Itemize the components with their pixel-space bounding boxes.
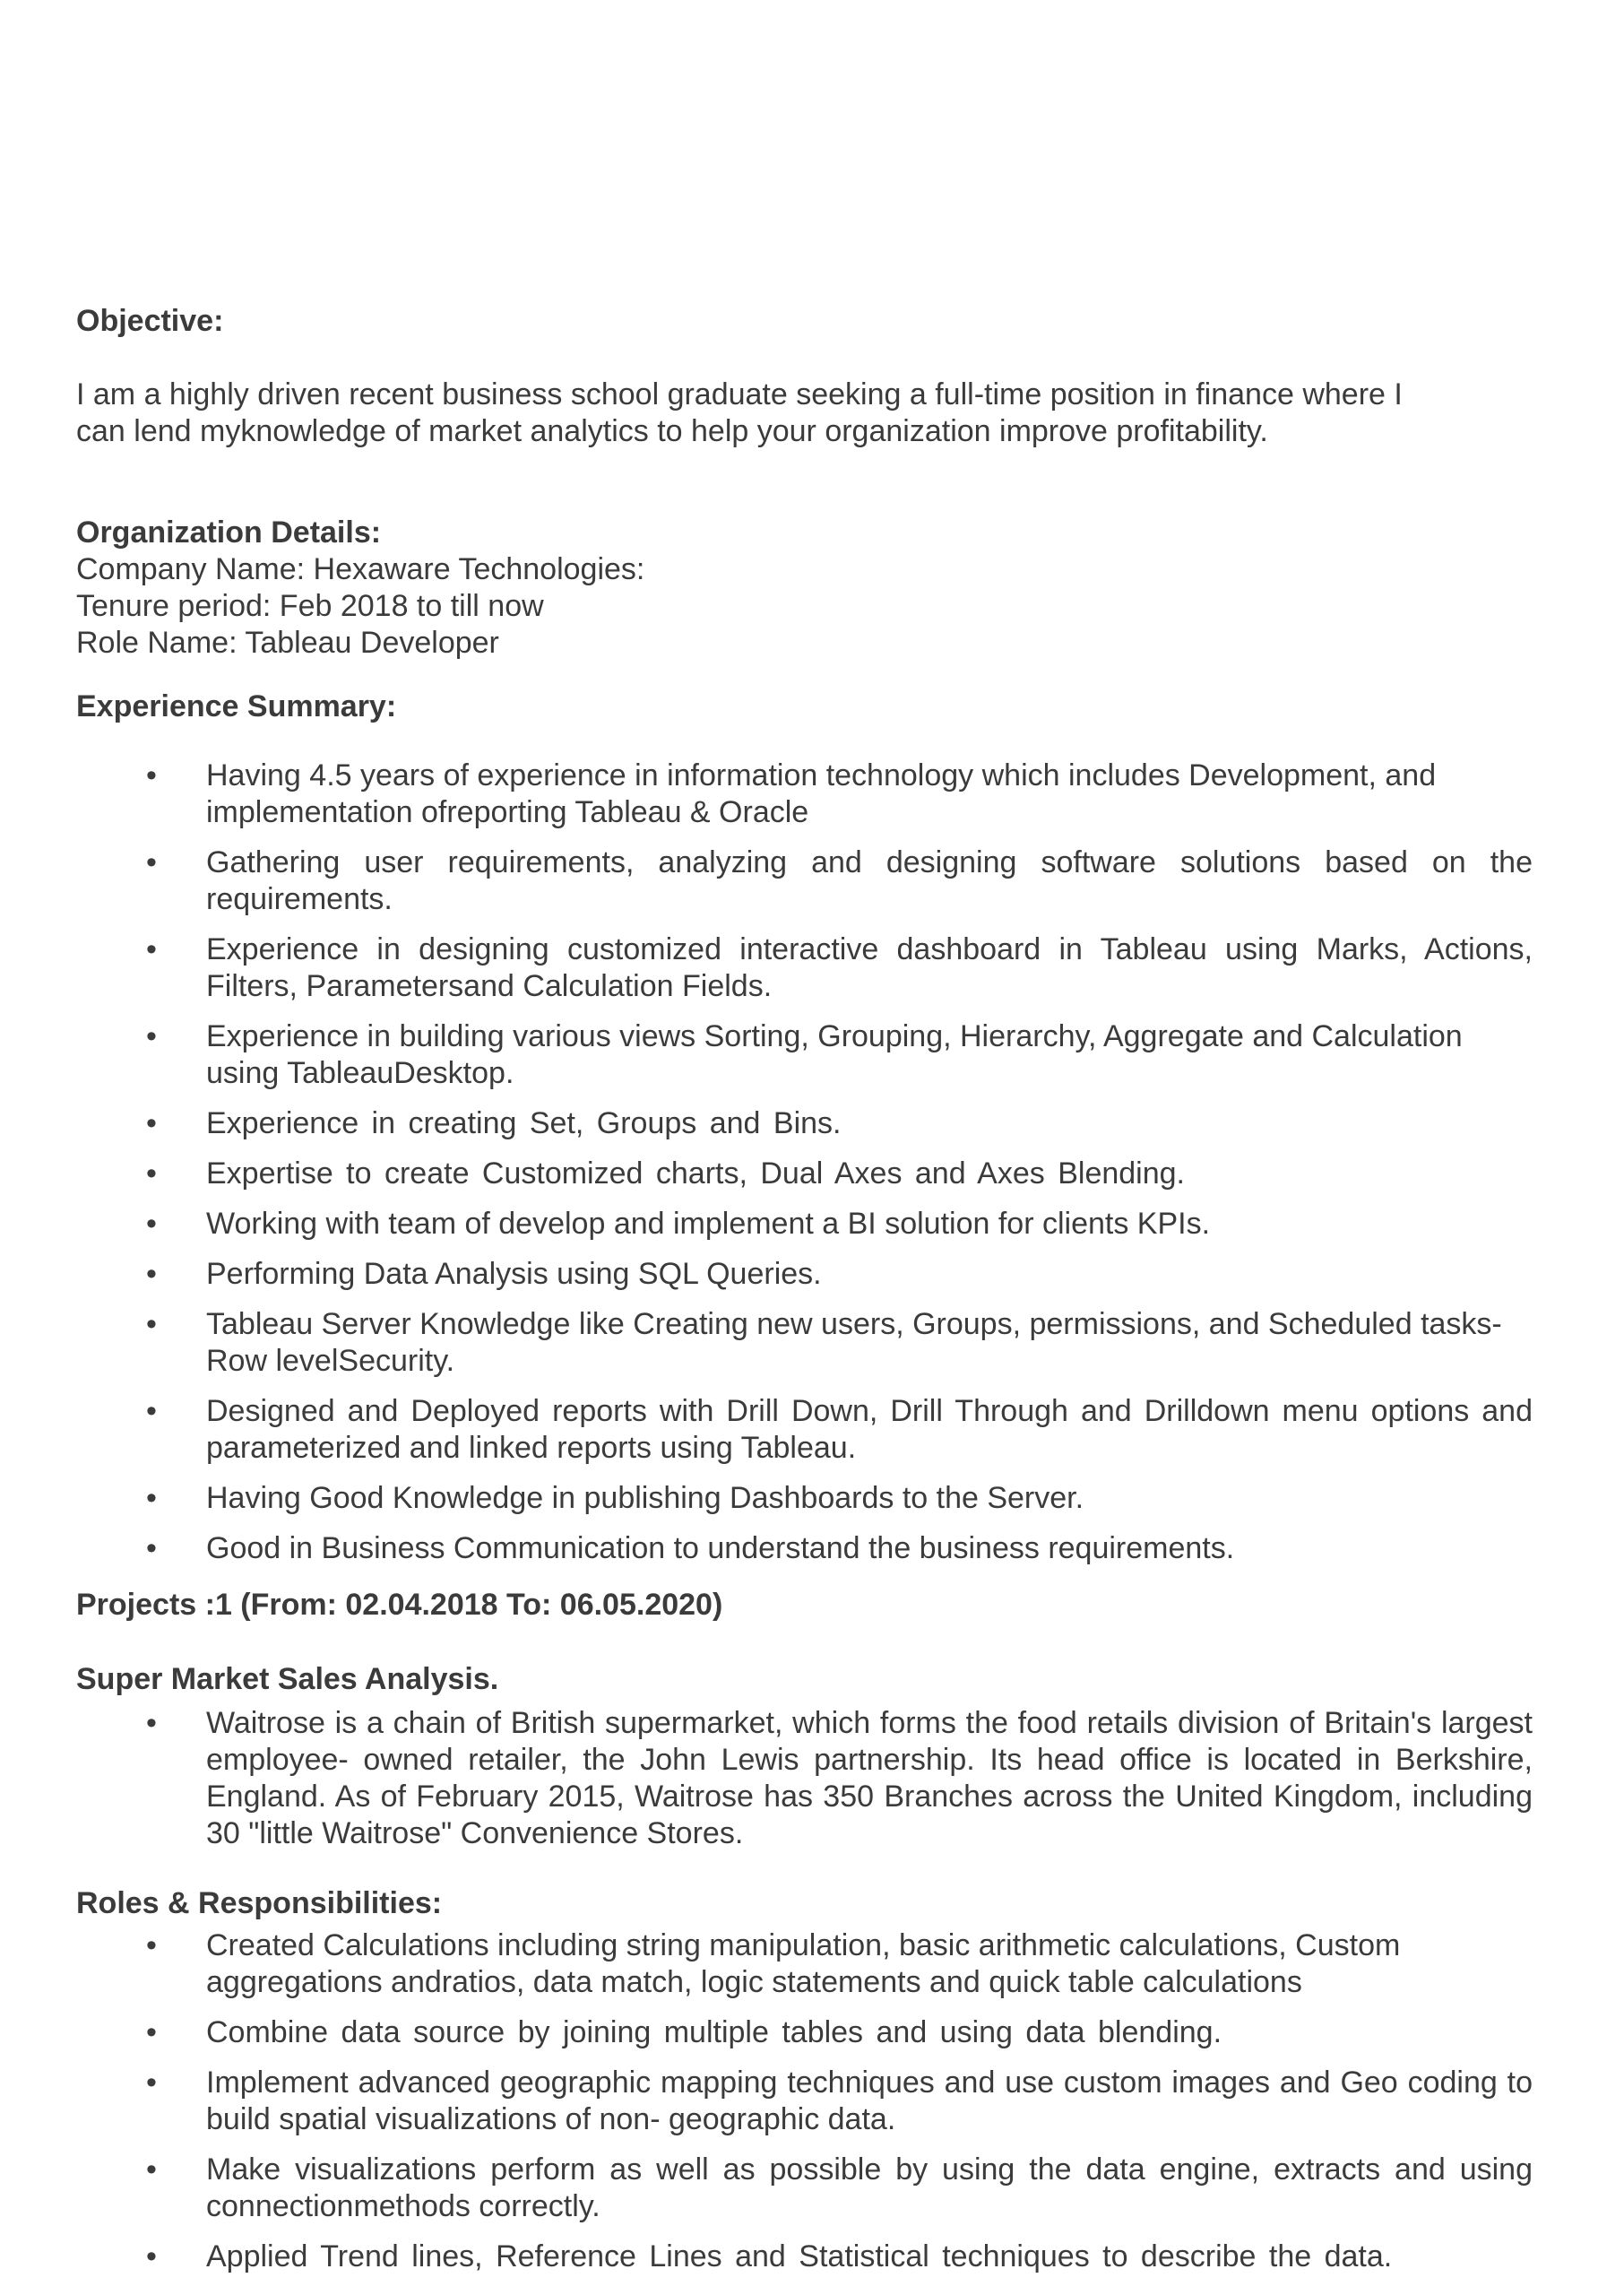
roles-responsibilities-heading: Roles & Responsibilities: [76, 1886, 443, 1920]
project-title-heading: Super Market Sales Analysis. [76, 1662, 499, 1696]
roles-bullet-item: • Applied Trend lines, Reference Lines and Statistical techniques to describe the data. [76, 2239, 1533, 2275]
roles-bullet-item: • Make visualizations perform as well as possible by using the data engine, extracts and using connectionmethods correctly. [76, 2152, 1533, 2225]
experience-bullet-item: • Tableau Server Knowledge like Creating new users, Groups, permissions, and Scheduled tasks- Row levelSecurity. [76, 1306, 1533, 1380]
roles-bullet-list [76, 1927, 1533, 2275]
organization-details-section [76, 515, 1533, 662]
project-description-bullet: • Waitrose is a chain of British supermarket, which forms the food retails division of Britain's largest employee- owned retailer, the John Lewis partnership. Its head office is located in Berkshire, England. As of February 2015, Waitrose has 350 Branches across the United Kingdom, including 30 "little Waitrose" Convenience Stores. [76, 1705, 1533, 1852]
roles-bullet-item: • Combine data source by joining multiple tables and using data blending. [76, 2014, 1533, 2051]
organization-tenure-line: Tenure period: Feb 2018 to till now [76, 589, 544, 623]
experience-bullet-list [76, 758, 1533, 1567]
experience-bullet-item: • Designed and Deployed reports with Drill Down, Drill Through and Drilldown menu options and parameterized and linked reports using Tableau. [76, 1393, 1533, 1467]
roles-bullet-item: • Implement advanced geographic mapping techniques and use custom images and Geo coding to build spatial visualizations of non- geographic data. [76, 2065, 1533, 2138]
organization-company-line: Company Name: Hexaware Technologies: [76, 552, 645, 586]
project-description-list [76, 1705, 1533, 1852]
experience-bullet-item: • Good in Business Communication to understand the business requirements. [76, 1530, 1533, 1567]
roles-bullet-item: • Created Calculations including string manipulation, basic arithmetic calculations, Custom aggregations andratios, data match, logic statements and quick table calculations [76, 1927, 1533, 2001]
projects-heading: Projects :1 (From: 02.04.2018 To: 06.05.2020) [76, 1588, 723, 1622]
organization-heading: Organization Details: [76, 515, 382, 550]
experience-bullet-item: • Working with team of develop and implement a BI solution for clients KPIs. [76, 1206, 1533, 1243]
objective-heading: Objective: [76, 304, 224, 338]
experience-bullet-item: • Gathering user requirements, analyzing and designing software solutions based on the requirements. [76, 844, 1533, 918]
experience-summary-heading: Experience Summary: [76, 689, 397, 723]
objective-paragraph: I am a highly driven recent business school graduate seeking a full-time position in finance where I can lend myknowledge of market analytics to help your organization improve profitability. [76, 377, 1403, 448]
experience-bullet-item: • Having 4.5 years of experience in information technology which includes Development, and implementation ofreporting Tableau & Oracle [76, 758, 1533, 831]
experience-bullet-item: • Expertise to create Customized charts, Dual Axes and Axes Blending. [76, 1156, 1533, 1192]
experience-bullet-item: • Experience in designing customized interactive dashboard in Tableau using Marks, Actions, Filters, Parametersand Calculation Fields. [76, 931, 1533, 1005]
experience-bullet-item: • Performing Data Analysis using SQL Queries. [76, 1256, 1533, 1293]
experience-bullet-item: • Experience in building various views Sorting, Grouping, Hierarchy, Aggregate and Calculation using TableauDesktop. [76, 1018, 1533, 1092]
organization-role-line: Role Name: Tableau Developer [76, 626, 499, 660]
experience-bullet-item: • Having Good Knowledge in publishing Dashboards to the Server. [76, 1480, 1533, 1517]
experience-bullet-item: • Experience in creating Set, Groups and Bins. [76, 1105, 1533, 1142]
